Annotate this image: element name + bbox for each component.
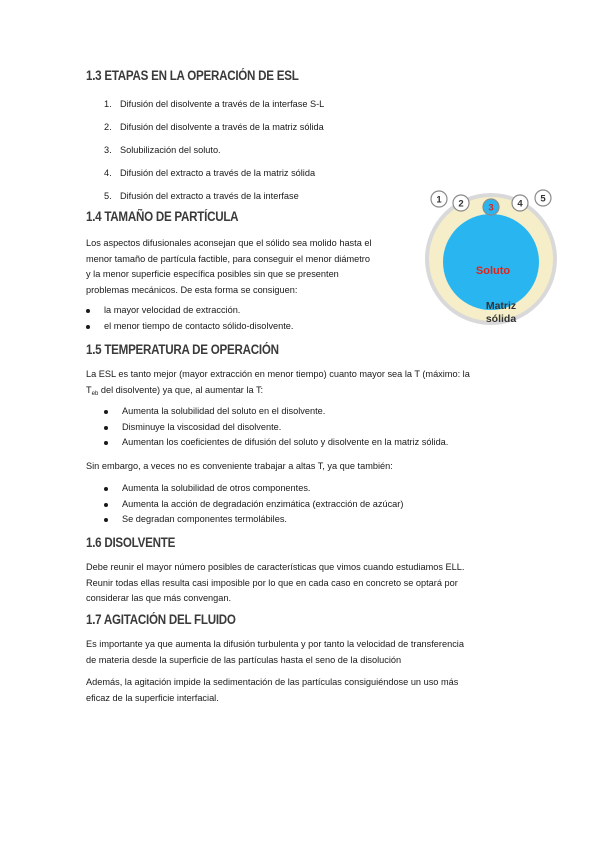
bullets-temperatura xyxy=(104,404,448,451)
particle-diagram xyxy=(415,182,560,330)
heading-tamano: 1.4 TAMAÑO DE PARTÍCULA xyxy=(86,209,239,224)
solida-label: sólida xyxy=(485,313,517,325)
paragraph-sin-embargo: Sin embargo, a veces no es conveniente trabajar a altas T, ya que también: xyxy=(86,461,393,471)
heading-etapas: 1.3 ETAPAS EN LA OPERACIÓN DE ESL xyxy=(86,68,299,83)
list-item: Aumenta la solubilidad de otros componentes. xyxy=(104,481,403,497)
stage-number-4: 4 xyxy=(517,198,523,210)
step-item: 5. Difusión del extracto a través de la interfase xyxy=(104,191,299,201)
list-item: Aumenta la solubilidad del soluto en el disolvente. xyxy=(104,404,448,420)
paragraph-disolvente: Debe reunir el mayor número posibles de características que vimos cuando estudiamos ELL. Reunir todas ellas resulta casi imposible por lo que en cada caso en concreto se optará por considerar las que más convengan. xyxy=(86,562,465,603)
paragraph-temperatura: La ESL es tanto mejor (mayor extracción en menor tiempo) cuanto mayor sea la T (máximo: la $T_{eb}$ del disolvente) ya que, al aumentar la T: xyxy=(86,369,470,397)
stage-number-5: 5 xyxy=(540,193,546,205)
list-item: la mayor velocidad de extracción. xyxy=(86,303,293,319)
paragraph-tamano: Los aspectos difusionales aconsejan que el sólido sea molido hasta el menor tamaño de partícula factible, para conseguir el menor diámetro y la menor superficie específica posibles sin que se presenten problemas mecánicos. De esta forma se consiguen: xyxy=(86,238,372,295)
list-item: Se degradan componentes termolábiles. xyxy=(104,512,403,528)
paragraph-agitacion-2: Además, la agitación impide la sedimentación de las partículas consiguiéndose un uso más eficaz de la superficie interfacial. xyxy=(86,677,459,703)
bullets-tamano xyxy=(86,303,293,334)
solute-core xyxy=(443,214,539,310)
heading-temperatura: 1.5 TEMPERATURA DE OPERACIÓN xyxy=(86,342,279,357)
steps-list xyxy=(104,97,324,212)
soluto-label: Soluto xyxy=(475,265,511,277)
step-item: 2. Difusión del disolvente a través de la matriz sólida xyxy=(104,122,324,132)
list-item: Disminuye la viscosidad del disolvente. xyxy=(104,420,448,436)
stage-number-3: 3 xyxy=(488,202,494,214)
paragraph-agitacion-1: Es importante ya que aumenta la difusión turbulenta y por tanto la velocidad de transferencia de materia desde la superficie de las partículas hasta el seno de la disolución xyxy=(86,639,464,665)
step-item: 1. Difusión del disolvente a través de la interfase S-L xyxy=(104,99,325,109)
list-item: Aumenta la acción de degradación enzimática (extracción de azúcar) xyxy=(104,497,403,513)
list-item: el menor tiempo de contacto sólido-disolvente. xyxy=(86,319,293,335)
step-item: 4. Difusión del extracto a través de la matriz sólida xyxy=(104,168,316,178)
bullets-sin-embargo xyxy=(104,481,403,528)
heading-disolvente: 1.6 DISOLVENTE xyxy=(86,535,176,550)
stage-number-2: 2 xyxy=(458,198,464,210)
step-item: 3. Solubilización del soluto. xyxy=(104,145,221,155)
stage-number-1: 1 xyxy=(436,194,442,206)
matriz-label: Matriz xyxy=(485,300,517,312)
heading-agitacion: 1.7 AGITACIÓN DEL FLUIDO xyxy=(86,612,236,627)
list-item: Aumentan los coeficientes de difusión del soluto y disolvente en la matriz sólida. xyxy=(104,435,448,451)
